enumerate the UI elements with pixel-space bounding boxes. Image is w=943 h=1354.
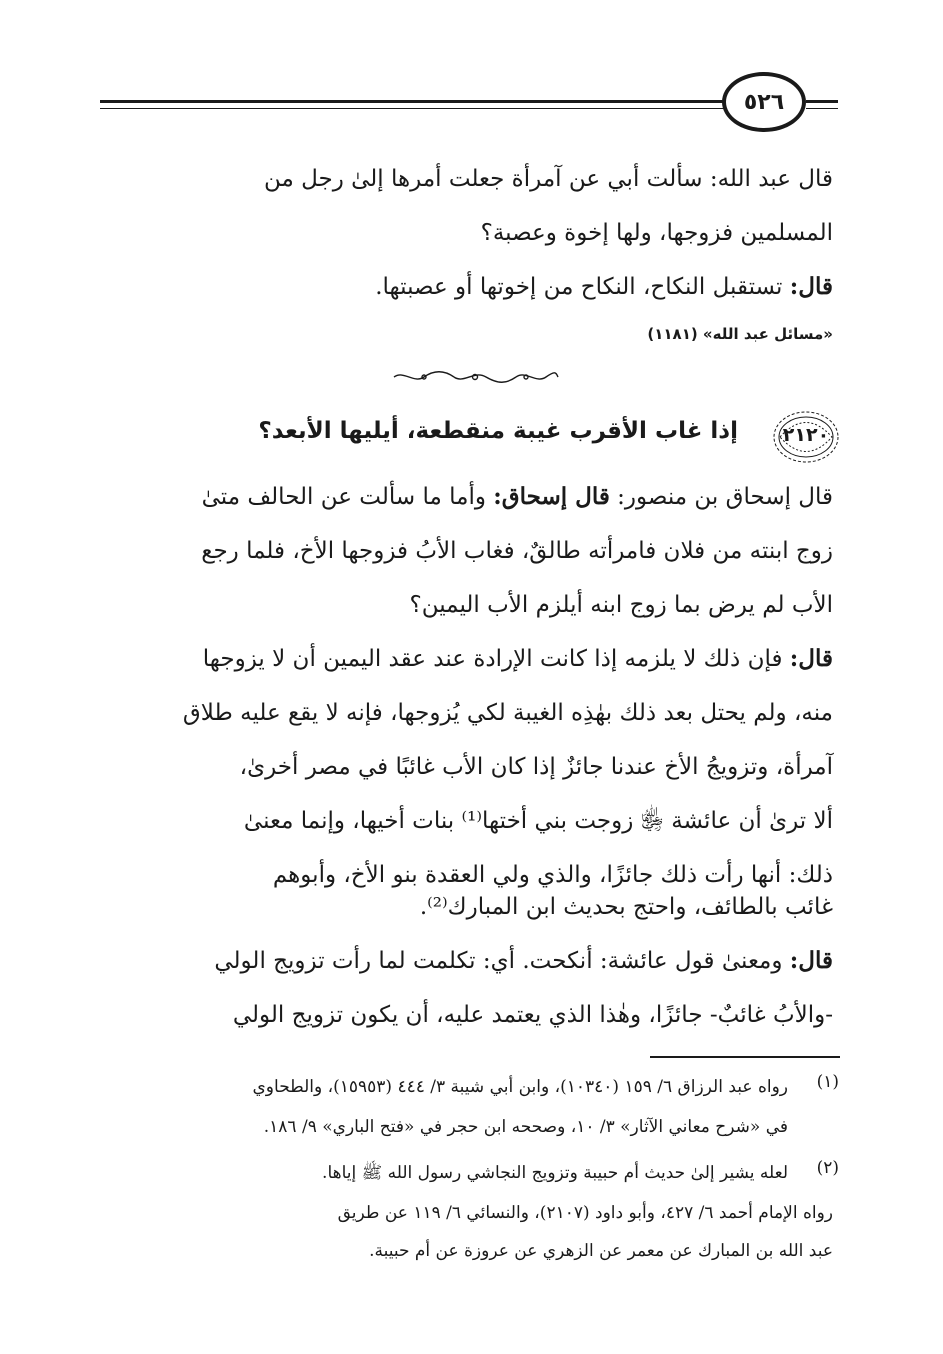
answer-text: تستقبل النكاح، النكاح من إخوتها أو عصبتها.: [375, 274, 790, 300]
p1-intro: قال إسحاق بن منصور:: [609, 484, 833, 510]
p1-text: وأما ما سألت عن الحالف متىٰ: [201, 484, 494, 510]
header-rule-right-thin: [806, 108, 838, 109]
body-line-6: آمرأة، وتزويجُ الأخ عندنا جائزٌ إذا كان الأب غائبًا في مصر أخرىٰ،: [239, 754, 833, 780]
section-number: ٢١٢٠: [782, 424, 830, 446]
footnote-rule: [650, 1056, 840, 1058]
source-citation: «مسائل عبد الله» (١١٨١): [647, 325, 833, 343]
p2-text: فإن ذلك لا يلزمه إذا كانت الإرادة عند عقد اليمين أن لا يزوجها: [202, 646, 790, 672]
header-rule-thick: [100, 100, 740, 103]
question-line-1: قال عبد الله: سألت أبي عن آمرأة جعلت أمرها إلىٰ رجل من: [263, 166, 833, 192]
question-line-2: المسلمين فزوجها، ولها إخوة وعصبة؟: [480, 220, 833, 246]
footnote-2-number: (٢): [816, 1158, 839, 1178]
body-line-3: الأب لم يرض بما زوج ابنه أيلزم الأب اليمين؟: [409, 592, 833, 618]
page-number: ٥٢٦: [722, 72, 806, 132]
footnote-2-line-3: عبد الله بن المبارك عن معمر عن الزهري عن عروزة عن أم حبيبة.: [369, 1241, 833, 1261]
ornament-divider-icon: [390, 369, 560, 385]
body-line-5: منه، ولم يحتل بعد ذلك بهٰذِه الغيبة لكي يُزوجها، فإنه لا يقع عليه طلاق: [182, 700, 833, 726]
answer-line: [107, 260, 833, 314]
body-line-10: [107, 934, 833, 988]
answer-label: قال:: [789, 273, 833, 300]
footnote-1-line-1: رواه عبد الرزاق ٦/ ١٥٩ (١٠٣٤٠)، وابن أبي شيبة ٣/ ٤٤٤ (١٥٩٥٣)، والطحاوي: [252, 1077, 788, 1097]
body-line-8: ذلك: أنها رأت ذلك جائزًا، والذي ولي العقدة بنو الأخ، وأبوهم: [272, 862, 833, 888]
footnote-2-line-2: رواه الإمام أحمد ٦/ ٤٢٧، وأبو داود (٢١٠٧)، والنسائي ٦/ ١١٩ عن طريق: [337, 1203, 833, 1223]
body-line-7: ألا ترىٰ أن عائشة ﵂ زوجت بني أختها⁽¹⁾ بنات أخيها، وإنما معنىٰ: [243, 808, 833, 834]
p3-label: قال:: [789, 947, 833, 974]
body-line-9: غائب بالطائف، واحتج بحديث ابن المبارك⁽²⁾.: [419, 894, 833, 920]
footnote-2-line-1: لعله يشير إلىٰ حديث أم حبيبة وتزويج النجاشي رسول الله ﷺ إياها.: [322, 1163, 788, 1183]
section-title: إذا غاب الأقرب غيبة منقطعة، أيليها الأبعد؟: [258, 418, 738, 444]
header-rule-thin: [100, 108, 740, 109]
p1-label: قال إسحاق:: [493, 483, 610, 510]
body-line-2: زوج ابنته من فلان فامرأته طالقٌ، فغاب الأبُ فزوجها الأخ، فلما رجع: [201, 538, 833, 564]
p3-text: ومعنىٰ قول عائشة: أنكحت. أي: تكلمت لما رأت تزويج الولي: [214, 948, 790, 974]
footnote-1-number: (١): [816, 1072, 839, 1092]
header-rule-right-thick: [806, 100, 838, 103]
body-line-1: [107, 470, 833, 524]
p2-label: قال:: [789, 645, 833, 672]
footnote-1-line-2: في «شرح معاني الآثار» ٣/ ١٠، وصححه ابن حجر في «فتح الباري» ٩/ ١٨٦.: [263, 1117, 788, 1137]
body-line-4: [107, 632, 833, 686]
body-line-11: -والأبُ غائبٌ- جائزًا، وهٰذا الذي يعتمد عليه، أن يكون تزويج الولي: [232, 1002, 833, 1028]
